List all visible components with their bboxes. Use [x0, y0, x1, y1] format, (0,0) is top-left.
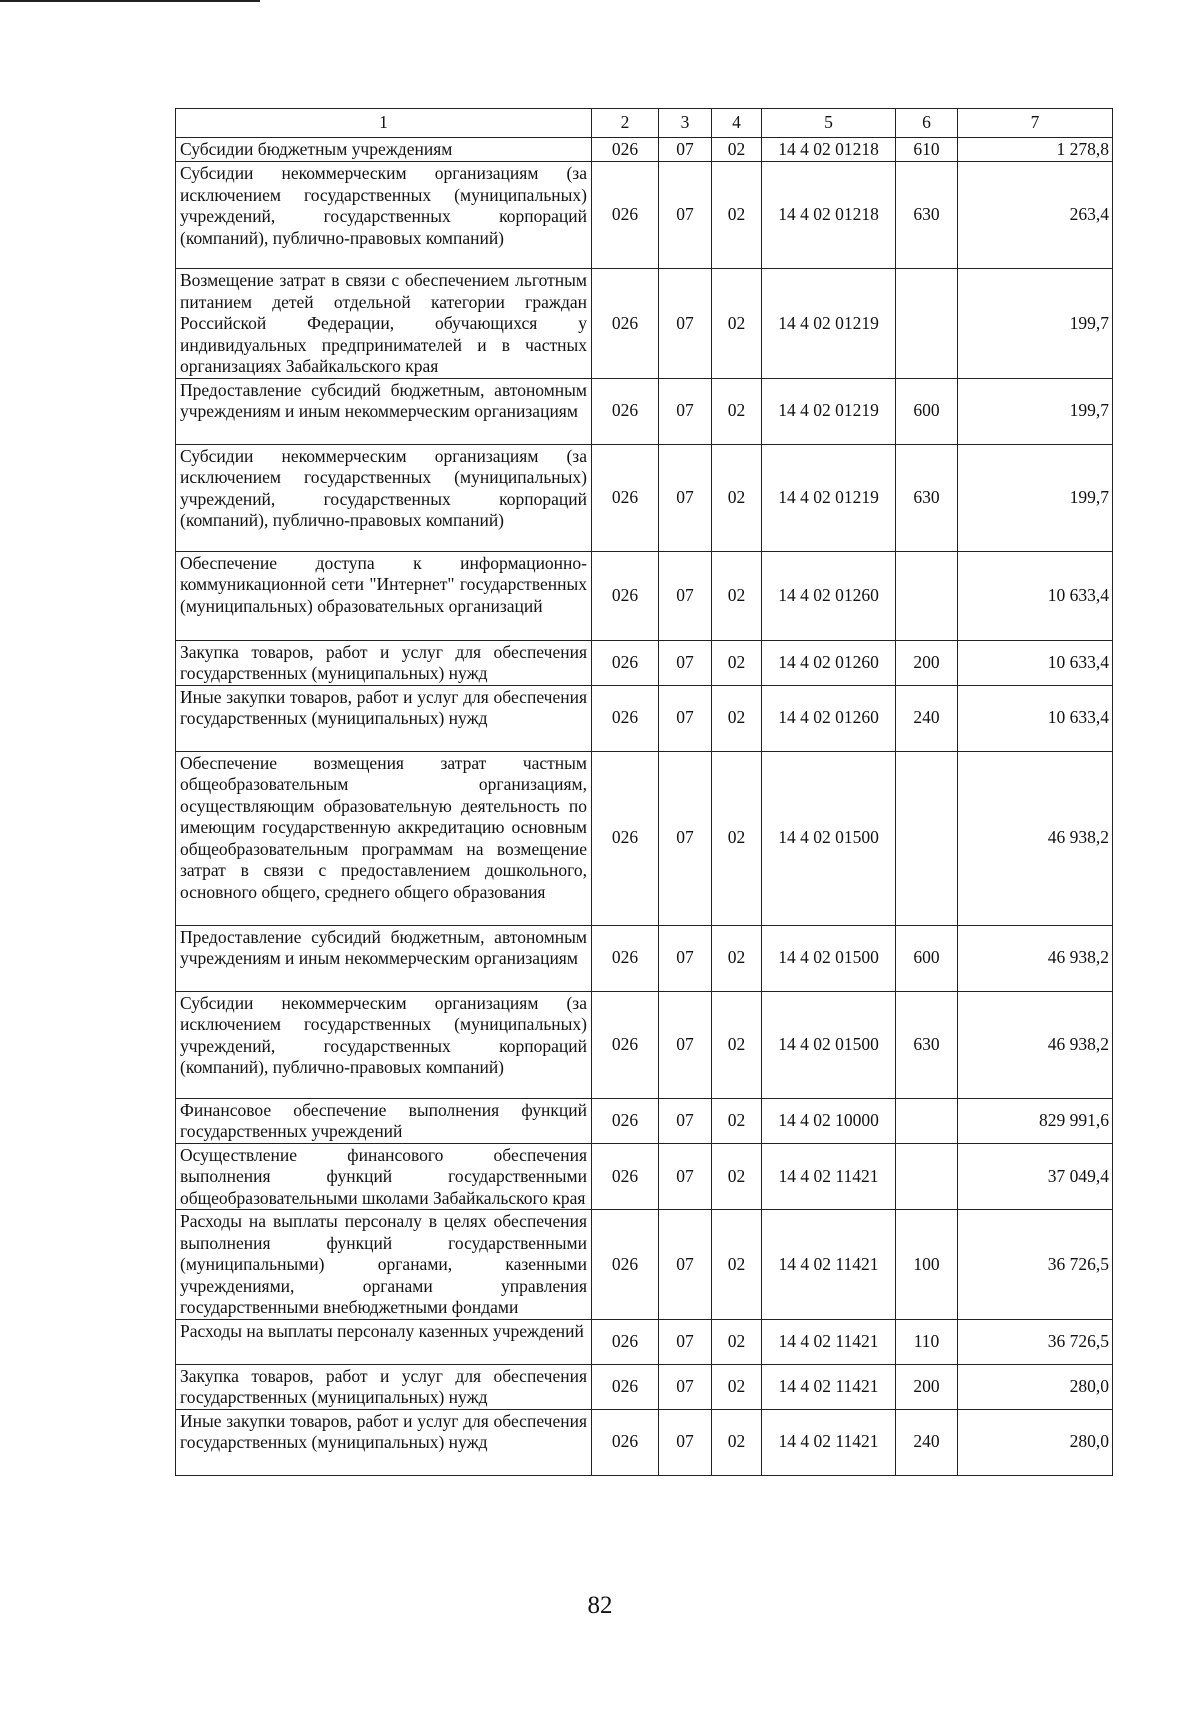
target-article-code: 14 4 02 11421 — [762, 1364, 896, 1409]
table-row — [176, 685, 1113, 751]
section-code: 07 — [659, 378, 712, 444]
amount: 199,7 — [958, 378, 1113, 444]
subsection-code: 02 — [712, 1364, 762, 1409]
subsection-code: 02 — [712, 1210, 762, 1320]
section-code: 07 — [659, 269, 712, 379]
expense-type-code: 240 — [896, 1409, 958, 1475]
amount: 1 278,8 — [958, 138, 1113, 162]
row-name: Расходы на выплаты персоналу казенных учреждений — [176, 1319, 592, 1364]
section-code: 07 — [659, 138, 712, 162]
amount: 280,0 — [958, 1364, 1113, 1409]
subsection-code: 02 — [712, 1143, 762, 1210]
table-row — [176, 551, 1113, 640]
table-row — [176, 378, 1113, 444]
row-name: Закупка товаров, работ и услуг для обеспечения государственных (муниципальных) нужд — [176, 1364, 592, 1409]
amount: 829 991,6 — [958, 1098, 1113, 1143]
row-name: Предоставление субсидий бюджетным, автономным учреждениям и иным некоммерческим организациям — [176, 925, 592, 991]
row-name: Предоставление субсидий бюджетным, автономным учреждениям и иным некоммерческим организациям — [176, 378, 592, 444]
amount: 199,7 — [958, 269, 1113, 379]
section-code: 07 — [659, 751, 712, 925]
section-code: 07 — [659, 685, 712, 751]
section-code: 07 — [659, 1409, 712, 1475]
table-row — [176, 138, 1113, 162]
subsection-code: 02 — [712, 1319, 762, 1364]
expense-type-code: 200 — [896, 640, 958, 685]
expense-type-code: 600 — [896, 378, 958, 444]
target-article-code: 14 4 02 10000 — [762, 1098, 896, 1143]
row-name: Финансовое обеспечение выполнения функций государственных учреждений — [176, 1098, 592, 1143]
section-code: 07 — [659, 925, 712, 991]
admin-code: 026 — [592, 1319, 659, 1364]
section-code: 07 — [659, 640, 712, 685]
target-article-code: 14 4 02 01500 — [762, 991, 896, 1098]
expense-type-code: 200 — [896, 1364, 958, 1409]
table-row — [176, 640, 1113, 685]
subsection-code: 02 — [712, 1409, 762, 1475]
section-code: 07 — [659, 1098, 712, 1143]
subsection-code: 02 — [712, 640, 762, 685]
amount: 37 049,4 — [958, 1143, 1113, 1210]
subsection-code: 02 — [712, 551, 762, 640]
row-name: Закупка товаров, работ и услуг для обеспечения государственных (муниципальных) нужд — [176, 640, 592, 685]
section-code: 07 — [659, 444, 712, 551]
expense-type-code: 630 — [896, 991, 958, 1098]
expense-type-code: 100 — [896, 1210, 958, 1320]
page-number: 82 — [587, 1592, 613, 1619]
admin-code: 026 — [592, 640, 659, 685]
header-cell: 4 — [712, 109, 762, 138]
admin-code: 026 — [592, 162, 659, 269]
target-article-code: 14 4 02 01260 — [762, 685, 896, 751]
subsection-code: 02 — [712, 269, 762, 379]
admin-code: 026 — [592, 138, 659, 162]
expense-type-code: 600 — [896, 925, 958, 991]
target-article-code: 14 4 02 01219 — [762, 269, 896, 379]
target-article-code: 14 4 02 01218 — [762, 162, 896, 269]
expense-type-code — [896, 269, 958, 379]
budget-table — [175, 108, 1113, 1476]
section-code: 07 — [659, 1210, 712, 1320]
table-row — [176, 1319, 1113, 1364]
table-row — [176, 162, 1113, 269]
amount: 46 938,2 — [958, 751, 1113, 925]
row-name: Возмещение затрат в связи с обеспечением льготным питанием детей отдельной категории граждан Российской Федерации, обучающихся у индивидуальных предпринимателей и в частных организациях Забайкальского края — [176, 269, 592, 379]
row-name: Субсидии бюджетным учреждениям — [176, 138, 592, 162]
row-name: Субсидии некоммерческим организациям (за исключением государственных (муниципальных) учреждений, государственных корпораций (компаний), публично-правовых компаний) — [176, 162, 592, 269]
expense-type-code: 610 — [896, 138, 958, 162]
header-cell: 2 — [592, 109, 659, 138]
amount: 10 633,4 — [958, 640, 1113, 685]
target-article-code: 14 4 02 01500 — [762, 925, 896, 991]
amount: 46 938,2 — [958, 925, 1113, 991]
amount: 36 726,5 — [958, 1319, 1113, 1364]
expense-type-code — [896, 1098, 958, 1143]
target-article-code: 14 4 02 11421 — [762, 1143, 896, 1210]
admin-code: 026 — [592, 991, 659, 1098]
subsection-code: 02 — [712, 138, 762, 162]
row-name: Обеспечение возмещения затрат частным общеобразовательным организациям, осуществляющим образовательную деятельность по имеющим государственную аккредитацию основным общеобразовательным программам на возмещение затрат в связи с предоставлением дошкольного, основного общего, среднего общего образования — [176, 751, 592, 925]
target-article-code: 14 4 02 01219 — [762, 444, 896, 551]
expense-type-code — [896, 751, 958, 925]
table-row — [176, 925, 1113, 991]
table-row — [176, 751, 1113, 925]
subsection-code: 02 — [712, 162, 762, 269]
target-article-code: 14 4 02 01218 — [762, 138, 896, 162]
expense-type-code: 630 — [896, 444, 958, 551]
amount: 199,7 — [958, 444, 1113, 551]
admin-code: 026 — [592, 1098, 659, 1143]
subsection-code: 02 — [712, 925, 762, 991]
section-code: 07 — [659, 1319, 712, 1364]
table-row — [176, 1409, 1113, 1475]
target-article-code: 14 4 02 01260 — [762, 551, 896, 640]
table-row — [176, 1364, 1113, 1409]
header-cell: 1 — [176, 109, 592, 138]
header-cell: 6 — [896, 109, 958, 138]
admin-code: 026 — [592, 1409, 659, 1475]
amount: 280,0 — [958, 1409, 1113, 1475]
target-article-code: 14 4 02 01260 — [762, 640, 896, 685]
table-row — [176, 269, 1113, 379]
admin-code: 026 — [592, 685, 659, 751]
admin-code: 026 — [592, 1210, 659, 1320]
row-name: Субсидии некоммерческим организациям (за исключением государственных (муниципальных) учреждений, государственных корпораций (компаний), публично-правовых компаний) — [176, 991, 592, 1098]
amount: 10 633,4 — [958, 551, 1113, 640]
amount: 263,4 — [958, 162, 1113, 269]
table-row — [176, 1143, 1113, 1210]
target-article-code: 14 4 02 01219 — [762, 378, 896, 444]
target-article-code: 14 4 02 11421 — [762, 1409, 896, 1475]
header-cell: 3 — [659, 109, 712, 138]
amount: 36 726,5 — [958, 1210, 1113, 1320]
section-code: 07 — [659, 1364, 712, 1409]
table-row — [176, 444, 1113, 551]
admin-code: 026 — [592, 551, 659, 640]
expense-type-code: 110 — [896, 1319, 958, 1364]
expense-type-code — [896, 1143, 958, 1210]
admin-code: 026 — [592, 378, 659, 444]
header-cell: 5 — [762, 109, 896, 138]
admin-code: 026 — [592, 1364, 659, 1409]
section-code: 07 — [659, 162, 712, 269]
subsection-code: 02 — [712, 1098, 762, 1143]
target-article-code: 14 4 02 01500 — [762, 751, 896, 925]
table-row — [176, 991, 1113, 1098]
section-code: 07 — [659, 1143, 712, 1210]
amount: 46 938,2 — [958, 991, 1113, 1098]
header-cell: 7 — [958, 109, 1113, 138]
amount: 10 633,4 — [958, 685, 1113, 751]
section-code: 07 — [659, 991, 712, 1098]
subsection-code: 02 — [712, 991, 762, 1098]
expense-type-code — [896, 551, 958, 640]
row-name: Обеспечение доступа к информационно-коммуникационной сети "Интернет" государственных (муниципальных) образовательных организаций — [176, 551, 592, 640]
expense-type-code: 240 — [896, 685, 958, 751]
table-row — [176, 1098, 1113, 1143]
scan-top-line — [0, 0, 260, 2]
row-name: Расходы на выплаты персоналу в целях обеспечения выполнения функций государственными (муниципальными) органами, казенными учреждениями, органами управления государственными внебюджетными фондами — [176, 1210, 592, 1320]
admin-code: 026 — [592, 1143, 659, 1210]
row-name: Иные закупки товаров, работ и услуг для обеспечения государственных (муниципальных) нужд — [176, 1409, 592, 1475]
document-page — [175, 108, 1112, 1476]
subsection-code: 02 — [712, 685, 762, 751]
expense-type-code: 630 — [896, 162, 958, 269]
header-row — [176, 109, 1113, 138]
table-body — [176, 138, 1113, 1476]
subsection-code: 02 — [712, 378, 762, 444]
subsection-code: 02 — [712, 444, 762, 551]
row-name: Субсидии некоммерческим организациям (за исключением государственных (муниципальных) учреждений, государственных корпораций (компаний), публично-правовых компаний) — [176, 444, 592, 551]
table-row — [176, 1210, 1113, 1320]
section-code: 07 — [659, 551, 712, 640]
admin-code: 026 — [592, 444, 659, 551]
admin-code: 026 — [592, 751, 659, 925]
row-name: Осуществление финансового обеспечения выполнения функций государственными общеобразовательными школами Забайкальского края — [176, 1143, 592, 1210]
row-name: Иные закупки товаров, работ и услуг для обеспечения государственных (муниципальных) нужд — [176, 685, 592, 751]
admin-code: 026 — [592, 925, 659, 991]
target-article-code: 14 4 02 11421 — [762, 1319, 896, 1364]
subsection-code: 02 — [712, 751, 762, 925]
target-article-code: 14 4 02 11421 — [762, 1210, 896, 1320]
admin-code: 026 — [592, 269, 659, 379]
